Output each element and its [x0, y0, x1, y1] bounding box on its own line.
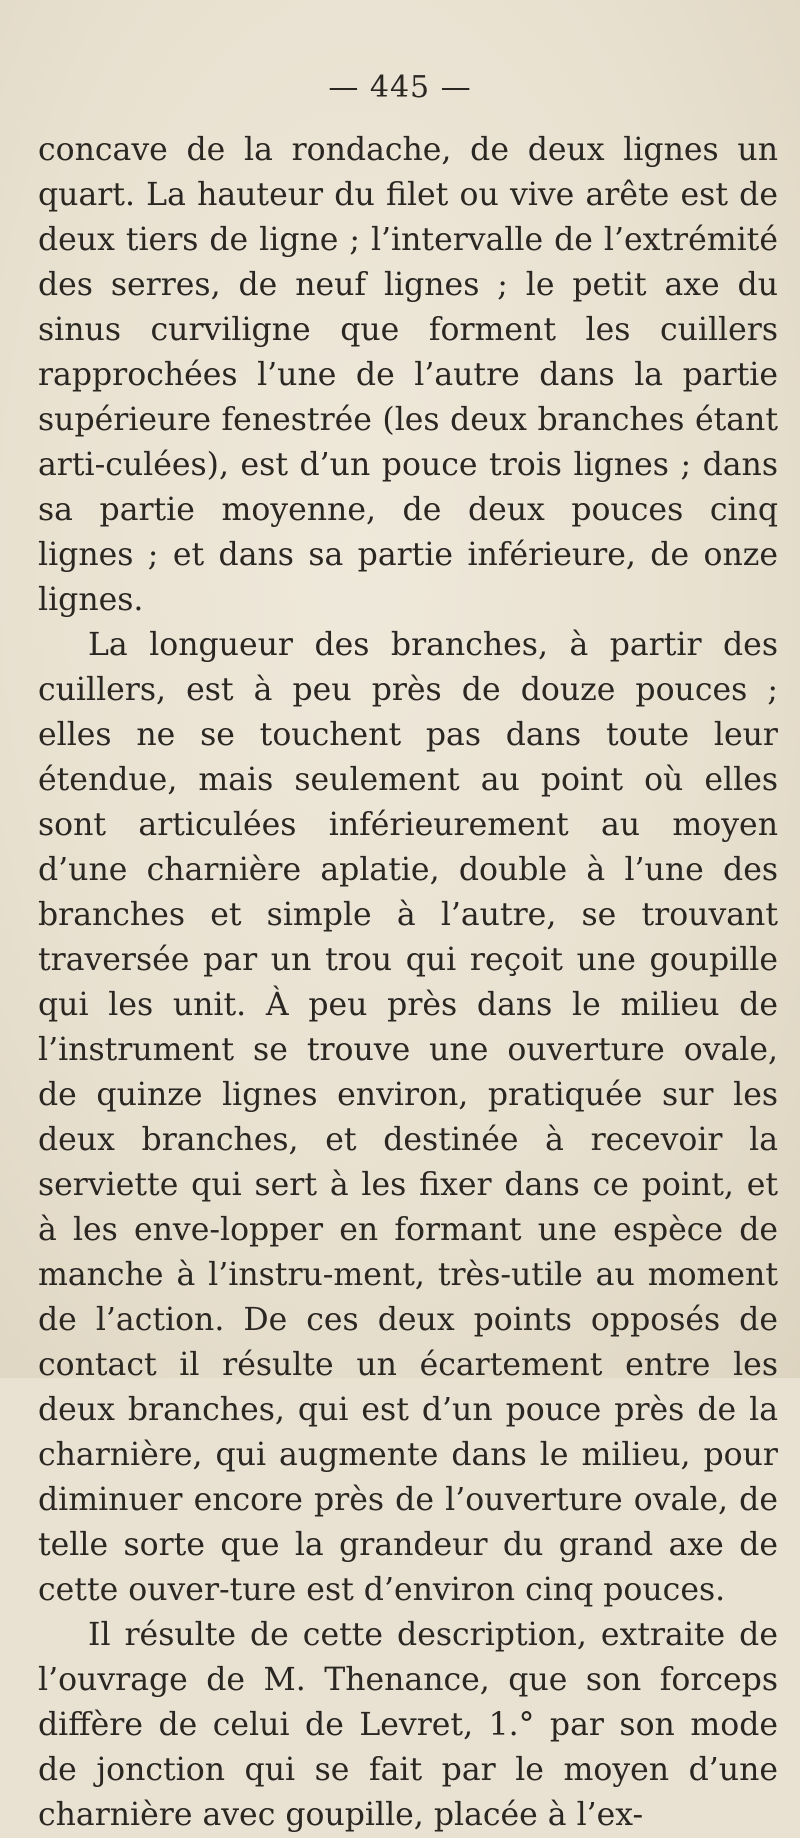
paragraph-2: La longueur des branches, à partir des cuillers, est à peu près de douze pouces ; elles ne se touchent pas dans toute leur étendue, mais seulement au point où elles sont articulées inférieurement au moyen d’une charnière aplatie, double à l’une des branches et simple à l’autre, se trouvant traversée par un trou qui reçoit une goupille qui les unit. À peu près dans le milieu de l’instrument se trouve une ouverture ovale, de quinze lignes environ, pratiquée sur les deux branches, et destinée à recevoir la serviette qui sert à les fixer dans ce point, et à les enve-lopper en formant une espèce de manche à l’instru-ment, très-utile au moment de l’action. De ces deux points opposés de contact il résulte un écartement entre les deux branches, qui est d’un pouce près de la charnière, qui augmente dans le milieu, pour diminuer encore près de l’ouverture ovale, de telle sorte que la grandeur du grand axe de cette ouver-ture est d’environ cinq pouces.: [38, 627, 778, 1608]
paragraph-3: Il résulte de cette description, extraite de l’ouvrage de M. Thenance, que son forceps diffère de celui de Levret, 1.° par son mode de jonction qui se fait par le moyen d’une charnière avec goupille, placée à l’ex-: [38, 1617, 778, 1833]
page-number: — 445 —: [328, 70, 472, 105]
body-text: [38, 128, 778, 1838]
paragraph-1: concave de la rondache, de deux lignes un quart. La hauteur du filet ou vive arête est de deux tiers de ligne ; l’intervalle de l’extrémité des serres, de neuf lignes ; le petit axe du sinus curviligne que forment les cuillers rapprochées l’une de l’autre dans la partie supérieure fenestrée (les deux branches étant arti-culées), est d’un pouce trois lignes ; dans sa partie moyenne, de deux pouces cinq lignes ; et dans sa partie inférieure, de onze lignes.: [38, 132, 778, 618]
